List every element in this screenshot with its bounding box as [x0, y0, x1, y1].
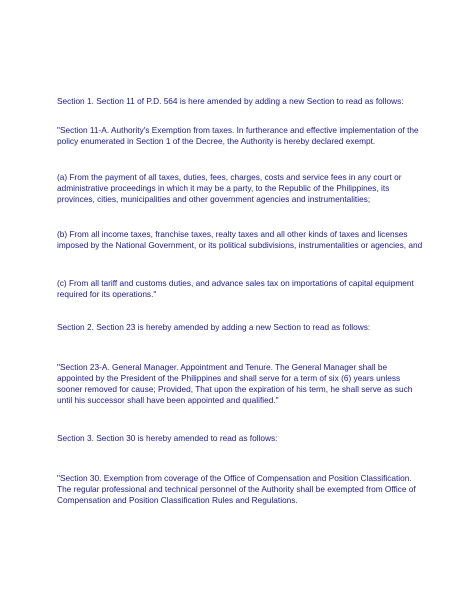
- text-line: Compensation and Position Classification Rules and Regulations.: [57, 495, 298, 505]
- paragraph-section-3: [57, 433, 437, 444]
- text-line: Section 3. Section 30 is hereby amended to read as follows:: [57, 433, 278, 443]
- paragraph-clause-c: [57, 278, 437, 300]
- text-line: "Section 30. Exemption from coverage of the Office of Compensation and Position Classification.: [57, 473, 412, 483]
- text-line: (b) From all income taxes, franchise taxes, realty taxes and all other kinds of taxes and licenses: [57, 229, 408, 239]
- text-line: "Section 11-A. Authority's Exemption from taxes. In furtherance and effective implementation of the: [57, 125, 419, 135]
- text-line: The regular professional and technical personnel of the Authority shall be exempted from Office of: [57, 484, 416, 494]
- text-line: provinces, cities, municipalities and other government agencies and instrumentalities;: [57, 194, 371, 204]
- text-line: Section 2. Section 23 is hereby amended by adding a new Section to read as follows:: [57, 322, 371, 332]
- text-line: policy enumerated in Section 1 of the Decree, the Authority is hereby declared exempt.: [57, 136, 376, 146]
- text-line: until his successor shall have been appointed and qualified.": [57, 395, 279, 405]
- text-line: required for its operations.": [57, 289, 157, 299]
- text-line: Section 1. Section 11 of P.D. 564 is here amended by adding a new Section to read as follows:: [57, 96, 404, 106]
- text-line: imposed by the National Government, or its political subdivisions, instrumentalities or agencies, and: [57, 240, 423, 250]
- paragraph-section-30: [57, 473, 437, 506]
- text-line: (a) From the payment of all taxes, duties, fees, charges, costs and service fees in any court or: [57, 172, 402, 182]
- text-line: (c) From all tariff and customs duties, and advance sales tax on importations of capital equipment: [57, 278, 414, 288]
- text-line: appointed by the President of the Philippines and shall serve for a term of six (6) years unless: [57, 373, 401, 383]
- text-line: "Section 23-A. General Manager. Appointment and Tenure. The General Manager shall be: [57, 362, 388, 372]
- paragraph-clause-b: [57, 229, 437, 251]
- paragraph-section-23a: [57, 362, 437, 406]
- paragraph-section-1: [57, 96, 437, 107]
- paragraph-section-11a: [57, 125, 437, 147]
- paragraph-clause-a: [57, 172, 437, 205]
- text-line: administrative proceedings in which it may be a party, to the Republic of the Philippines, its: [57, 183, 390, 193]
- text-line: sooner removed for cause; Provided, That upon the expiration of his term, he shall serve as such: [57, 384, 413, 394]
- paragraph-section-2: [57, 322, 437, 333]
